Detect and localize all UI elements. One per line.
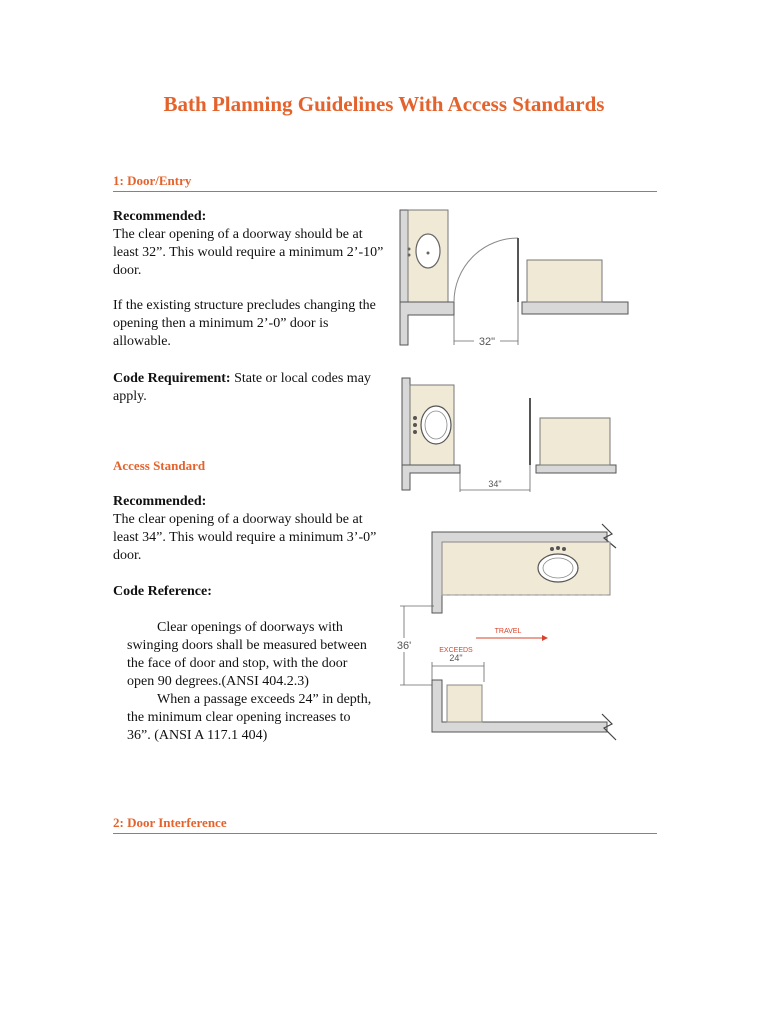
dimension-34-label: 34" [488,479,502,489]
access-recommended-text: The clear opening of a doorway should be at least 34”. This would require a minimum 3’-0” door. [113,512,377,563]
diagram-door-32 [392,205,632,355]
dimension-36-label: 36' [396,640,412,652]
depth-24-label: 24" [449,653,463,663]
sink-icon [421,406,451,444]
recommended-paragraph [113,208,388,280]
access-recommended-paragraph [113,493,388,565]
arrow-right-icon [542,635,548,641]
sink-icon [416,234,440,268]
code-reference-body [127,619,377,745]
access-standard-heading: Access Standard [113,458,206,473]
code-reference-label-block [113,583,388,601]
dimension-32-label: 32" [478,336,496,348]
section-heading-door-interference: 2: Door Interference [113,815,657,834]
page-title: Bath Planning Guidelines With Access Standards [163,92,605,116]
recommended-text: The clear opening of a doorway should be at least 32”. This would require a minimum 2’-10” door. [113,227,384,278]
diagram-door-34 [396,370,621,495]
section-heading-door-entry: 1: Door/Entry [113,173,657,192]
code-requirement-paragraph [113,370,388,406]
diagram-passage-36 [392,520,624,752]
code-reference-label: Code Reference: [113,584,212,599]
exceeds-label: EXCEEDS [439,647,473,654]
code-requirement-label: Code Requirement: [113,371,231,386]
recommended-label: Recommended: [113,209,207,224]
access-recommended-label: Recommended: [113,494,207,509]
existing-structure-paragraph: If the existing structure precludes changing the opening then a minimum 2’-0” door is allowable. [113,298,376,349]
code-requirement-text: State or local codes may apply. [113,371,371,404]
travel-label: TRAVEL [494,628,522,635]
code-reference-paragraph-2: When a passage exceeds 24” in depth, the minimum clear opening increases to 36”. (ANSI A 117.1 404) [127,692,372,743]
code-reference-paragraph-1: Clear openings of doorways with swinging doors shall be measured between the face of door and stop, with the door open 90 degrees.(ANSI 404.2.3) [127,620,367,689]
